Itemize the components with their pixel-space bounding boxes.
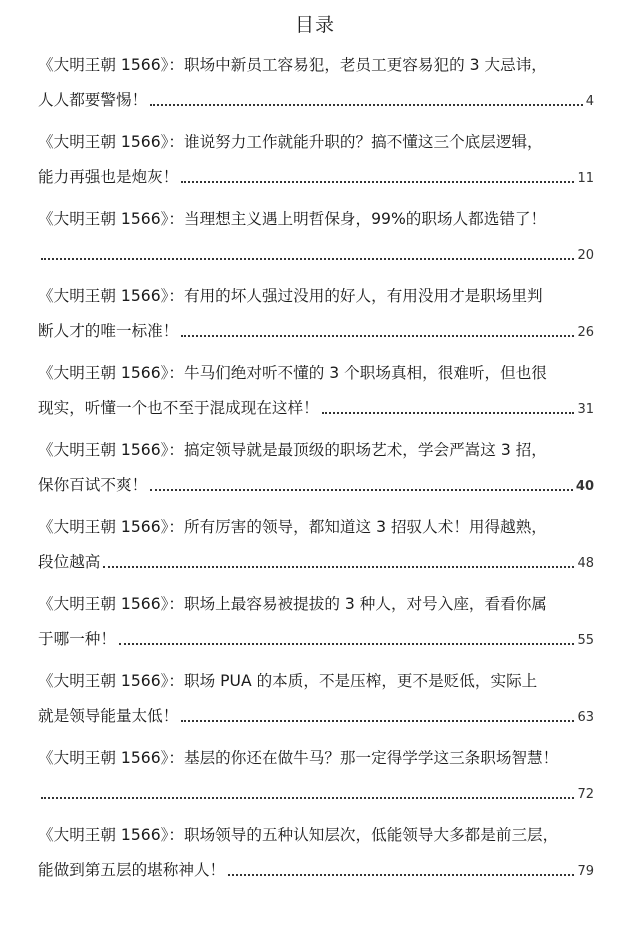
toc-entry-second-line: [38, 89, 594, 111]
toc-page-number: 48: [577, 556, 594, 571]
toc-entry-title-continued: 能做到第五层的堪称神人！: [38, 861, 226, 879]
toc-entry[interactable]: [38, 52, 594, 129]
toc-page-number: 55: [577, 633, 594, 648]
toc-entry[interactable]: [38, 206, 594, 283]
toc-entry-title: 《大明王朝 1566》：搞定领导就是最顶级的职场艺术，学会严嵩这 3 招，: [38, 441, 547, 459]
toc-entry-title: 《大明王朝 1566》：职场上最容易被提拔的 3 种人，对号入座，看看你属: [38, 595, 547, 613]
toc-entry-title-continued: 就是领导能量太低！: [38, 707, 179, 725]
toc-entry-second-line: [38, 320, 594, 342]
toc-entry-title: 《大明王朝 1566》：牛马们绝对听不懂的 3 个职场真相，很难听，但也很: [38, 364, 547, 382]
toc-page-number: 11: [577, 171, 594, 186]
toc-entry-second-line: [38, 859, 594, 881]
toc-entry-second-line: [38, 397, 594, 419]
dot-leader: [181, 334, 574, 337]
toc-entry-title: 《大明王朝 1566》：职场 PUA 的本质，不是压榨，更不是贬低，实际上: [38, 672, 538, 690]
toc-entry-title: 《大明王朝 1566》：所有厉害的领导，都知道这 3 招驭人术！用得越熟，: [38, 518, 547, 536]
toc-page-number: 40: [575, 479, 594, 494]
toc-page-number: 72: [577, 787, 594, 802]
toc-entry-title: 《大明王朝 1566》：职场中新员工容易犯，老员工更容易犯的 3 大忌讳，: [38, 56, 547, 74]
toc-entry[interactable]: [38, 360, 594, 437]
toc-list: [38, 52, 594, 899]
toc-page-number: 31: [577, 402, 594, 417]
dot-leader: [119, 642, 574, 645]
toc-title: 目录: [294, 14, 335, 36]
toc-entry-title-continued: 于哪一种！: [38, 630, 116, 648]
toc-entry[interactable]: [38, 591, 594, 668]
toc-entry[interactable]: [38, 745, 594, 822]
toc-entry[interactable]: [38, 129, 594, 206]
toc-entry-title: 《大明王朝 1566》：谁说努力工作就能升职的？搞不懂这三个底层逻辑，: [38, 133, 543, 151]
dot-leader: [41, 796, 574, 799]
toc-entry-title: 《大明王朝 1566》：当理想主义遇上明哲保身，99%的职场人都选错了！: [38, 210, 547, 228]
toc-entry-title: 《大明王朝 1566》：职场领导的五种认知层次，低能领导大多都是前三层，: [38, 826, 559, 844]
dot-leader: [181, 719, 574, 722]
dot-leader: [322, 411, 575, 414]
toc-entry-second-line: [38, 166, 594, 188]
toc-entry-title-continued: 现实，听懂一个也不至于混成现在这样！: [38, 399, 319, 417]
toc-entry-title-continued: 能力再强也是炮灰！: [38, 168, 179, 186]
toc-entry-second-line: [38, 782, 594, 804]
toc-entry-title-continued: 保你百试不爽！: [38, 476, 148, 494]
toc-entry-second-line: [38, 551, 594, 573]
toc-entry[interactable]: [38, 668, 594, 745]
toc-page-number: 63: [577, 710, 594, 725]
toc-entry-title: 《大明王朝 1566》：基层的你还在做牛马？那一定得学学这三条职场智慧！: [38, 749, 559, 767]
toc-entry-title: 《大明王朝 1566》：有用的坏人强过没用的好人，有用没用才是职场里判: [38, 287, 543, 305]
toc-entry-title-continued: 人人都要警惕！: [38, 91, 148, 109]
toc-page-number: 4: [585, 94, 594, 109]
toc-entry[interactable]: [38, 283, 594, 360]
toc-entry-second-line: [38, 705, 594, 727]
toc-entry-title-continued: 段位越高: [38, 553, 101, 571]
toc-entry-second-line: [38, 243, 594, 265]
dot-leader: [228, 873, 574, 876]
dot-leader: [181, 180, 574, 183]
toc-entry[interactable]: [38, 437, 594, 514]
toc-page-number: 20: [577, 248, 594, 263]
dot-leader: [103, 565, 574, 568]
toc-page-number: 26: [577, 325, 594, 340]
toc-entry-second-line: [38, 628, 594, 650]
toc-entry[interactable]: [38, 514, 594, 591]
dot-leader: [150, 488, 573, 491]
toc-entry[interactable]: [38, 822, 594, 899]
toc-entry-second-line: [38, 474, 594, 496]
toc-entry-title-continued: 断人才的唯一标准！: [38, 322, 179, 340]
dot-leader: [41, 257, 574, 260]
toc-page-number: 79: [577, 864, 594, 879]
dot-leader: [150, 103, 583, 106]
